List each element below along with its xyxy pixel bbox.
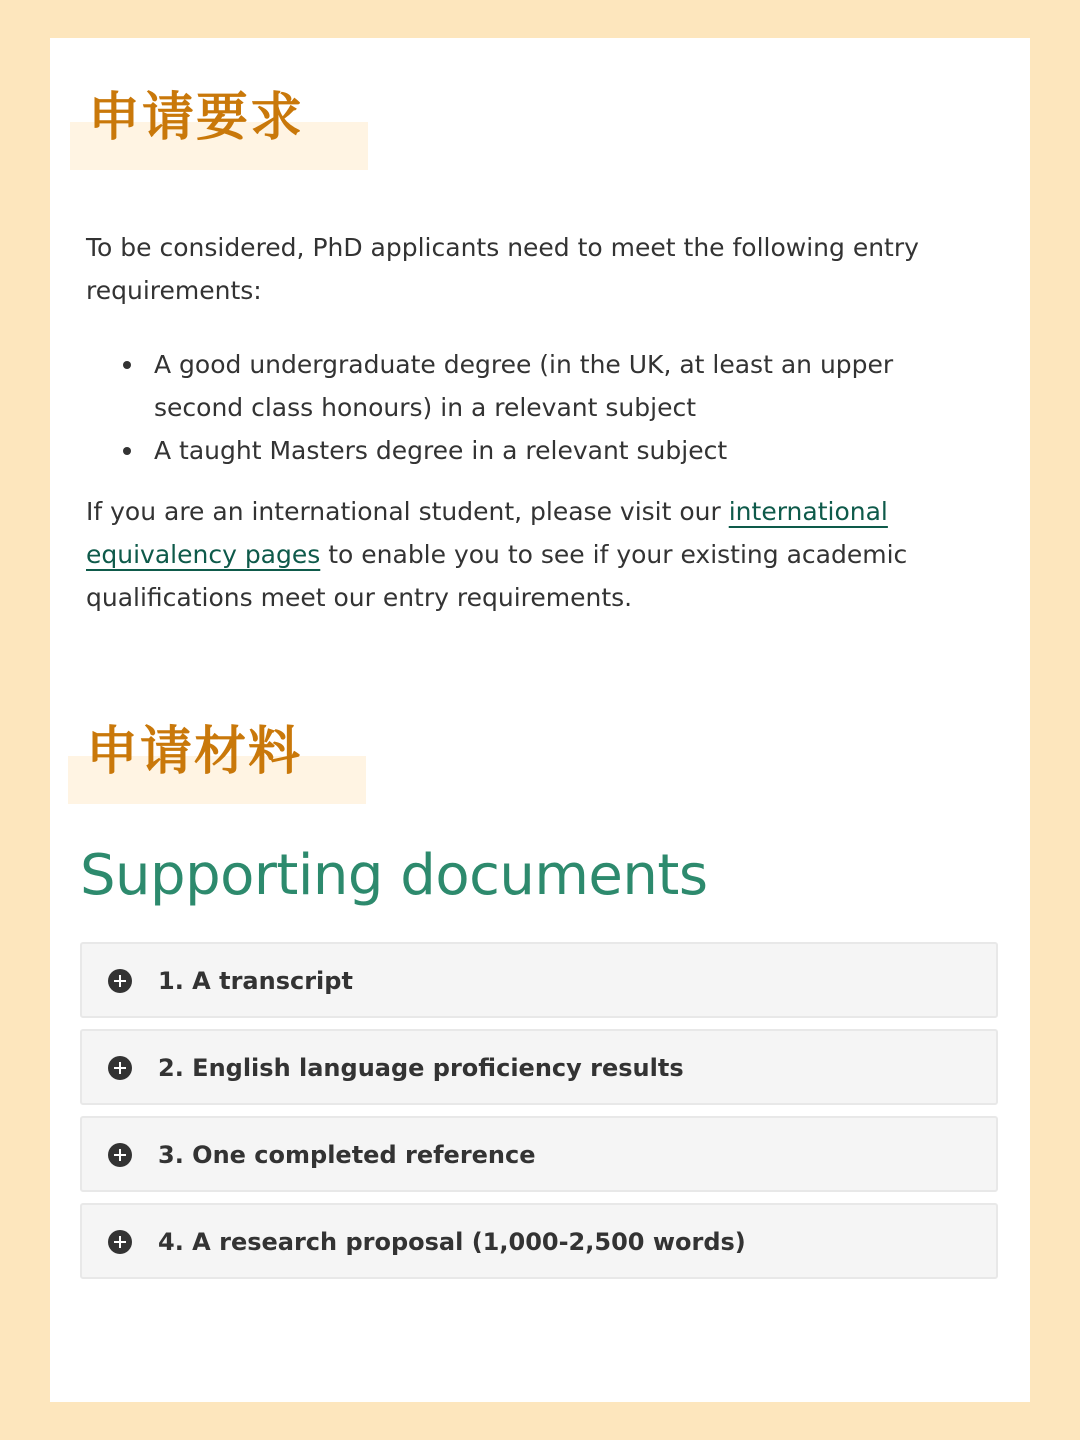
requirements-heading: 申请要求 (88, 88, 305, 148)
accordion-label: 3. One completed reference (158, 1141, 536, 1169)
accordion-transcript[interactable] (80, 942, 998, 1018)
international-text-before: If you are an international student, please visit our (86, 497, 729, 526)
accordion-english-proficiency[interactable] (80, 1029, 998, 1105)
materials-heading: 申请材料 (86, 722, 303, 782)
list-item (86, 429, 986, 472)
list-item-text: A taught Masters degree in a relevant subject (154, 436, 728, 465)
plus-circle-icon (108, 969, 132, 993)
plus-circle-icon (108, 1230, 132, 1254)
content-card (50, 38, 1030, 1402)
accordion-label: 1. A transcript (158, 967, 353, 995)
requirements-intro: To be considered, PhD applicants need to meet the following entry requirements: (86, 233, 919, 305)
requirements-list (86, 343, 986, 472)
accordion-reference[interactable] (80, 1116, 998, 1192)
list-item-text: A good undergraduate degree (in the UK, at least an upper second class honours) in a relevant subject (154, 350, 894, 422)
accordion-label: 2. English language proficiency results (158, 1054, 684, 1082)
bullet-dot (123, 361, 131, 369)
international-text-after: to enable you to see if your existing academic qualifications meet our entry requirements. (86, 540, 908, 612)
supporting-documents-title: Supporting documents (80, 843, 708, 908)
bullet-dot (123, 447, 131, 455)
international-equivalency-link[interactable]: international equivalency pages (86, 497, 888, 569)
accordion-label: 4. A research proposal (1,000-2,500 words) (158, 1228, 746, 1256)
plus-circle-icon (108, 1056, 132, 1080)
list-item (86, 343, 986, 429)
accordion-research-proposal[interactable] (80, 1203, 998, 1279)
plus-circle-icon (108, 1143, 132, 1167)
international-paragraph (86, 490, 986, 619)
